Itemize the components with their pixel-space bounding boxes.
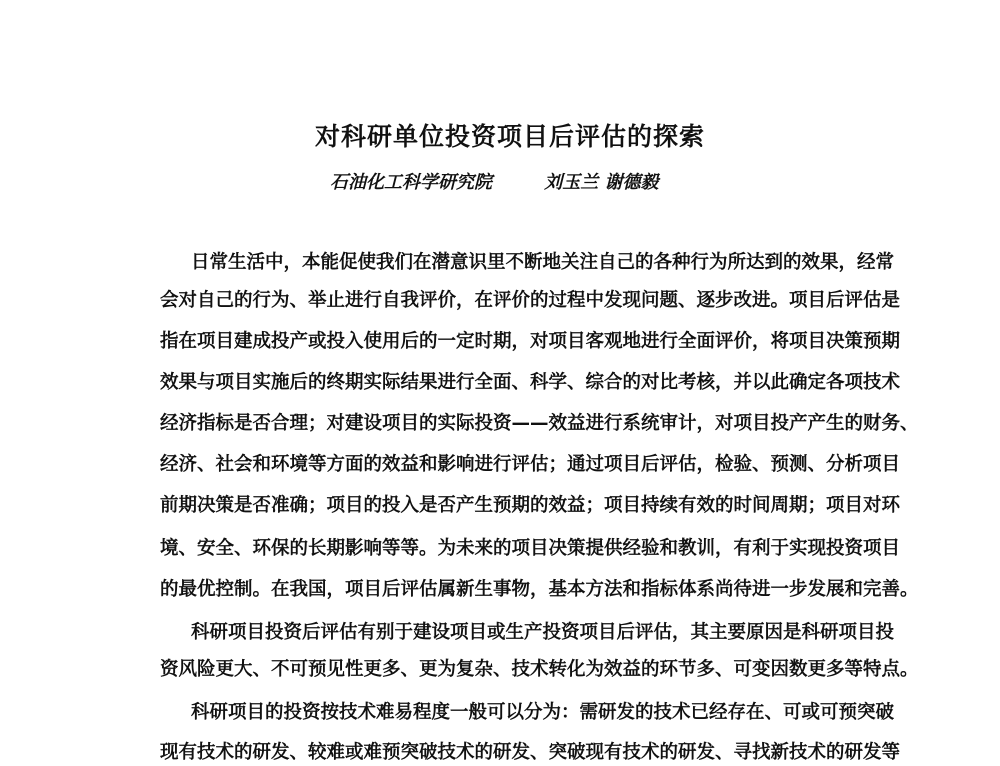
body-line: 科研项目的投资按技术难易程度一般可以分为：需研发的技术已经存在、可或可预突破 xyxy=(191,702,895,723)
body-line: 会对自己的行为、举止进行自我评价，在评价的过程中发现问题、逐步改进。项目后评估是 xyxy=(160,290,901,311)
body-line: 资风险更大、不可预见性更多、更为复杂、技术转化为效益的环节多、可变因数更多等特点。 xyxy=(160,659,919,680)
body-line: 指在项目建成投产或投入使用后的一定时期，对项目客观地进行全面评价，将项目决策预期 xyxy=(160,331,901,352)
body-line: 现有技术的研发、较难或难预突破技术的研发、突破现有技术的研发、寻找新技术的研发等 xyxy=(160,742,901,763)
article-title: 对科研单位投资项目后评估的探索 xyxy=(314,122,705,151)
body-line: 日常生活中，本能促使我们在潜意识里不断地关注自己的各种行为所达到的效果，经常 xyxy=(191,252,895,273)
body-line: 境、安全、环保的长期影响等等。为未来的项目决策提供经验和教训，有利于实现投资项目 xyxy=(160,538,901,559)
byline xyxy=(330,168,659,194)
body-line: 前期决策是否准确；项目的投入是否产生预期的效益；项目持续有效的时间周期；项目对环 xyxy=(160,495,901,516)
body-line: 效果与项目实施后的终期实际结果进行全面、科学、综合的对比考核，并以此确定各项技术 xyxy=(160,372,901,393)
authors: 刘玉兰 谢德毅 xyxy=(544,172,659,193)
body-line: 科研项目投资后评估有别于建设项目或生产投资项目后评估，其主要原因是科研项目投 xyxy=(191,622,895,643)
body-line: 的最优控制。在我国，项目后评估属新生事物，基本方法和指标体系尚待进一步发展和完善。 xyxy=(160,579,919,600)
body-line: 经济、社会和环境等方面的效益和影响进行评估；通过项目后评估，检验、预测、分析项目 xyxy=(160,454,901,475)
body-line: 经济指标是否合理；对建设项目的实际投资——效益进行系统审计，对项目投产产生的财务、 xyxy=(160,413,919,434)
institution: 石油化工科学研究院 xyxy=(330,172,492,193)
